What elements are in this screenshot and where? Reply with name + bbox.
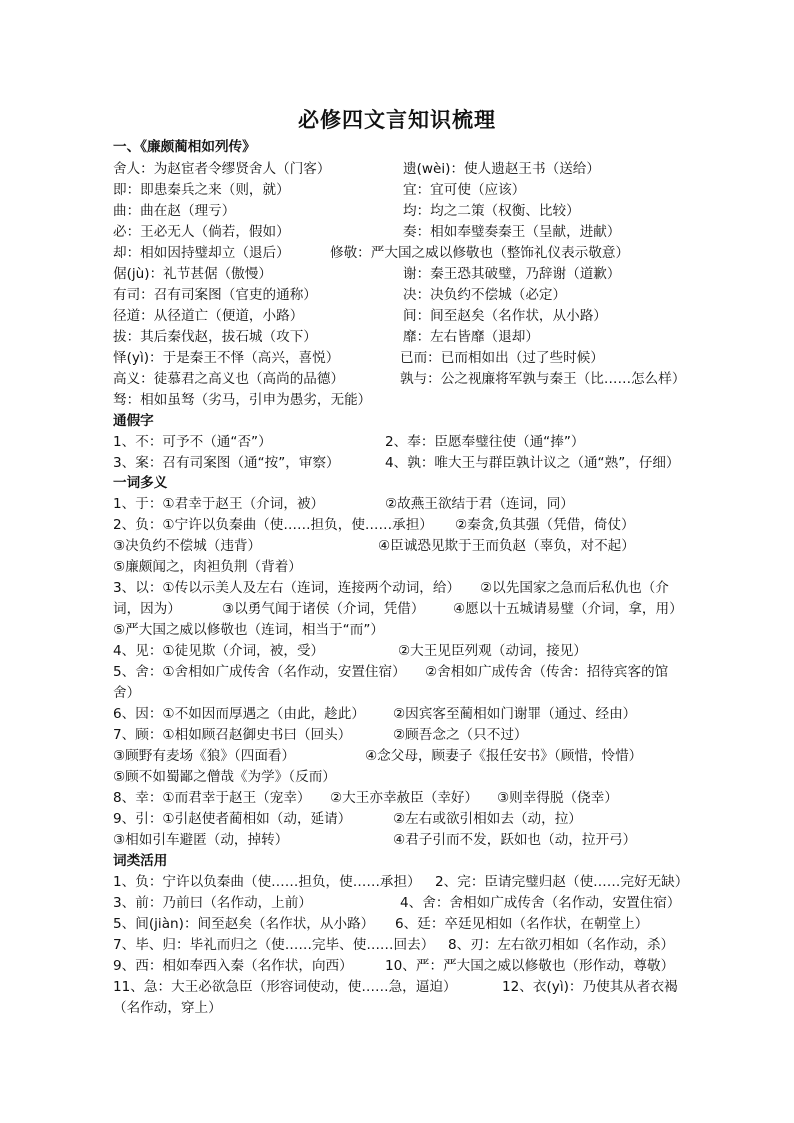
page-title: 必修四文言知识梳理 <box>298 108 496 132</box>
polysemy-line: ④愿以十五城请易璧（介词，拿，用） <box>453 601 683 617</box>
conversion-line: 4、舍：舍相如广成传舍（名作动，安置住宿） <box>400 895 681 911</box>
vocab-entry: 即：即患秦兵之来（则，就） <box>113 182 290 198</box>
conversion-line: 3、前：乃前曰（名作动，上前） <box>113 895 312 911</box>
vocab-entry: 驽：相如虽驽（劣马，引申为愚劣，无能） <box>113 392 372 408</box>
polysemy-line: ②秦贪,负其强（凭借，倚仗） <box>455 517 635 533</box>
vocab-entry: 倨(jù)：礼节甚倨（傲慢） <box>113 266 272 282</box>
vocab-entry: 怿(yì)：于是秦王不怿（高兴，喜悦） <box>113 350 340 366</box>
vocab-entry: 均：均之二策（权衡、比较） <box>403 203 580 219</box>
polysemy-line: 9、引：①引赵使者蔺相如（动，延请） <box>113 811 352 827</box>
polysemy-line: ②舍相如广成传舍（传舍：招待宾客的馆 <box>425 664 669 680</box>
section-heading-tongjia: 通假字 <box>113 413 154 429</box>
conversion-line: 5、间(jiàn)：间至赵矣（名作状，从小路） <box>113 916 375 932</box>
polysemy-line: ③则幸得脱（侥幸） <box>497 790 618 806</box>
conversion-line: 7、毕、归：毕礼而归之（使……完毕、使……回去） <box>113 937 435 953</box>
polysemy-line: 8、幸：①而君幸于赵王（宠幸） <box>113 790 311 806</box>
polysemy-line: 4、见：①徒见欺（介词，被，受） <box>113 643 325 659</box>
tongjia-entry: 3、案：召有司案图（通“按”，审察） <box>113 455 340 471</box>
section-heading-lianpo: 一、《廉颇蔺相如列传》 <box>113 139 256 155</box>
vocab-entry: 有司：召有司案图（官吏的通称） <box>113 287 317 303</box>
vocab-entry: 靡：左右皆靡（退却） <box>403 329 539 345</box>
polysemy-line: 3、以：①传以示美人及左右（连词，连接两个动词，给） <box>113 580 461 596</box>
polysemy-line: 6、因：①不如因而厚遇之（由此，趁此） <box>113 706 365 722</box>
polysemy-line: ⑤严大国之威以修敬也（连词，相当于“而”） <box>113 622 384 638</box>
polysemy-line: 7、顾：①相如顾召赵御史书曰（回头） <box>113 727 352 743</box>
polysemy-line: ③以勇气闻于诸侯（介词，凭借） <box>222 601 425 617</box>
vocab-entry: 舍人：为赵宦者令缪贤舍人（门客） <box>113 161 331 177</box>
section-heading-huoyong: 词类活用 <box>113 853 168 869</box>
vocab-entry: 决：决负约不偿城（必定） <box>403 287 567 303</box>
vocab-entry: 已而：已而相如出（过了些时候） <box>400 350 604 366</box>
polysemy-line: ④君子引而不发，跃如也（动，拉开弓） <box>393 832 637 848</box>
vocab-entry: 修敬：严大国之威以修敬也（整饰礼仪表示敬意） <box>330 245 630 261</box>
polysemy-line: ⑤廉颇闻之，肉袒负荆（背着） <box>113 559 302 575</box>
polysemy-line: ②大王见臣列观（动词，接见） <box>398 643 587 659</box>
tongjia-entry: 2、奉：臣愿奉璧往使（通“捧”） <box>385 434 585 450</box>
polysemy-line: 5、舍：①舍相如广成传舍（名作动，安置住宿） <box>113 664 406 680</box>
vocab-entry: 孰与：公之视廉将军孰与秦王（比……怎么样） <box>400 371 686 387</box>
polysemy-line: ②因宾客至蔺相如门谢罪（通过、经由） <box>393 706 637 722</box>
vocab-entry: 遗(wèi)：使人遗赵王书（送给） <box>403 161 600 177</box>
polysemy-line: 舍） <box>113 685 141 701</box>
vocab-entry: 拔：其后秦伐赵，拔石城（攻下） <box>113 329 317 345</box>
conversion-line: 1、负：宁许以负秦曲（使……担负，使……承担） <box>113 874 421 890</box>
vocab-entry: 宜：宜可使（应该） <box>403 182 526 198</box>
conversion-line: （名作动，穿上） <box>113 1000 222 1016</box>
polysemy-line: 词，因为） <box>113 601 181 617</box>
conversion-line: 12、衣(yì)：乃使其从者衣褐 <box>502 979 678 995</box>
polysemy-line: ②左右或欲引相如去（动，拉） <box>393 811 582 827</box>
conversion-line: 2、完：臣请完璧归赵（使……完好无缺） <box>435 874 689 890</box>
polysemy-line: ②大王亦幸赦臣（幸好） <box>330 790 479 806</box>
polysemy-line: 2、负：①宁许以负秦曲（使……担负，使……承担） <box>113 517 433 533</box>
vocab-entry: 必：王必无人（倘若，假如） <box>113 224 290 240</box>
vocab-entry: 间：间至赵矣（名作状，从小路） <box>403 308 607 324</box>
conversion-line: 9、西：相如奉西入秦（名作状，向西） <box>113 958 353 974</box>
polysemy-line: 1、于：①君幸于赵王（介词，被） <box>113 496 325 512</box>
vocab-entry: 高义：徒慕君之高义也（高尚的品德） <box>113 371 345 387</box>
tongjia-entry: 4、孰：唯大王与群臣孰计议之（通“熟”，仔细） <box>385 455 680 471</box>
conversion-line: 6、廷：卒廷见相如（名作状，在朝堂上） <box>395 916 649 932</box>
vocab-entry: 奏：相如奉璧奏秦王（呈献，进献） <box>403 224 621 240</box>
tongjia-entry: 1、不：可予不（通“否”） <box>113 434 272 450</box>
vocab-entry: 径道：从径道亡（便道，小路） <box>113 308 304 324</box>
conversion-line: 11、急：大王必欲急臣（形容词使动，使……急，逼迫） <box>113 979 457 995</box>
polysemy-line: ⑤顾不如蜀鄙之僧哉《为学》（反而） <box>113 769 336 785</box>
section-heading-yici: 一词多义 <box>113 475 168 491</box>
polysemy-line: ③顾野有麦场《狼》（四面看） <box>113 748 296 764</box>
polysemy-line: ④念父母，顾妻子《报任安书》（顾惜，怜惜） <box>365 748 643 764</box>
polysemy-line: ③决负约不偿城（违背） <box>113 538 262 554</box>
polysemy-line: ③相如引车避匿（动，掉转） <box>113 832 289 848</box>
vocab-entry: 却：相如因持璧却立（退后） <box>113 245 290 261</box>
vocab-entry: 谢：秦王恐其破璧，乃辞谢（道歉） <box>403 266 621 282</box>
polysemy-line: ④臣诚恐见欺于王而负赵（辜负，对不起） <box>378 538 635 554</box>
polysemy-line: ②顾吾念之（只不过） <box>393 727 528 743</box>
vocab-entry: 曲：曲在赵（理亏） <box>113 203 236 219</box>
polysemy-line: ②故燕王欲结于君（连词，同） <box>385 496 574 512</box>
polysemy-line: ②以先国家之急而后私仇也（介 <box>480 580 669 596</box>
conversion-line: 10、严：严大国之威以修敬也（形作动，尊敬） <box>385 958 675 974</box>
conversion-line: 8、刃：左右欲刃相如（名作动，杀） <box>448 937 675 953</box>
